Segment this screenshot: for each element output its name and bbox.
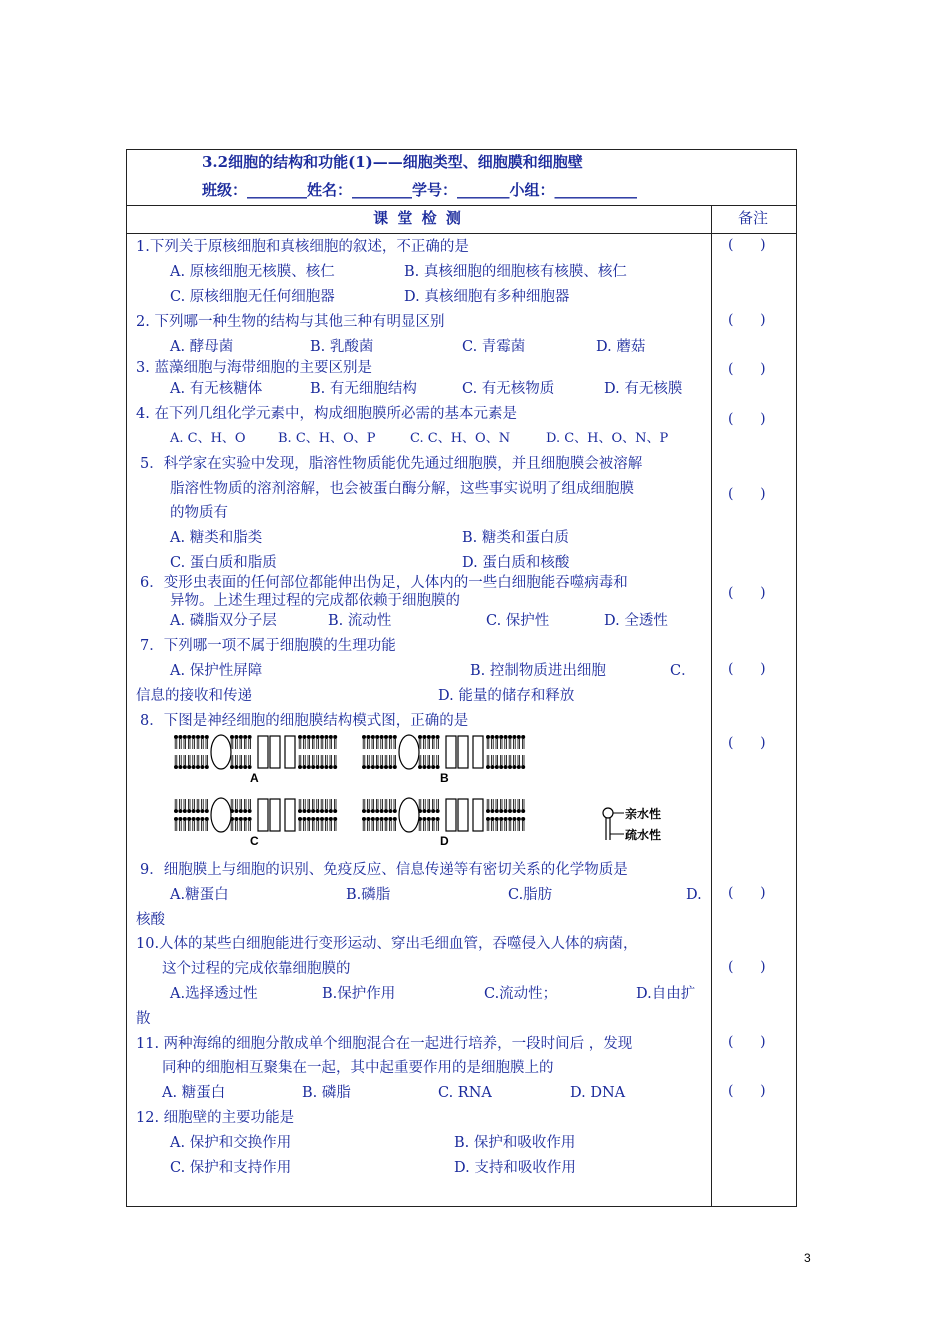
q10-stem-line2: 这个过程的完成依靠细胞膜的 bbox=[162, 961, 351, 977]
q3-option-b: B. 有无细胞结构 bbox=[310, 381, 417, 397]
q12-option-c: C. 保护和支持作用 bbox=[170, 1160, 292, 1176]
q9-option-d-letter: D. bbox=[686, 887, 702, 903]
membrane-diagram-b bbox=[362, 734, 528, 770]
answer-blank-q4[interactable]: ( ) bbox=[728, 411, 766, 427]
answer-blank-q3[interactable]: ( ) bbox=[728, 361, 766, 377]
q3-option-d: D. 有无核膜 bbox=[604, 381, 683, 397]
q1-option-c: C. 原核细胞无任何细胞器 bbox=[170, 289, 335, 305]
column-header-divider bbox=[127, 233, 796, 234]
q11-option-c: C. RNA bbox=[438, 1085, 492, 1101]
q11-option-a: A. 糖蛋白 bbox=[162, 1085, 226, 1101]
answer-blank-q10[interactable]: ( ) bbox=[728, 959, 766, 975]
answer-blank-q5[interactable]: ( ) bbox=[728, 486, 766, 502]
q10-stem-line1: 10.人体的某些白细胞能进行变形运动、穿出毛细血管，吞噬侵入人体的病菌， bbox=[136, 936, 638, 952]
q2-option-d: D. 蘑菇 bbox=[596, 339, 646, 355]
answer-blank-q7[interactable]: ( ) bbox=[728, 661, 766, 677]
q10-option-c: C.流动性； bbox=[484, 986, 558, 1002]
page-title: 3.2细胞的结构和功能(1)——细胞类型、细胞膜和细胞壁 bbox=[202, 153, 583, 171]
student-info-fields: 班级：________姓名：________学号：_______小组：___________ bbox=[202, 181, 638, 199]
q9-option-c: C.脂肪 bbox=[508, 887, 553, 903]
q11-stem-line2: 同种的细胞相互聚集在一起，其中起重要作用的是细胞膜上的 bbox=[162, 1060, 554, 1076]
q4-option-b: B. C、H、O、P bbox=[278, 431, 376, 446]
q1-option-d: D. 真核细胞有多种细胞器 bbox=[404, 289, 570, 305]
q9-option-b: B.磷脂 bbox=[346, 887, 391, 903]
q3-option-c: C. 有无核物质 bbox=[462, 381, 555, 397]
q2-stem: 2. 下列哪一种生物的结构与其他三种有明显区别 bbox=[136, 314, 445, 330]
phospholipid-legend-icon bbox=[600, 806, 624, 846]
membrane-label-a: A bbox=[250, 771, 259, 785]
q10-option-d-start: D.自由扩 bbox=[636, 986, 696, 1002]
q3-option-a: A. 有无核糖体 bbox=[170, 381, 263, 397]
q10-option-d-end: 散 bbox=[136, 1011, 151, 1027]
q7-stem: 7．下列哪一项不属于细胞膜的生理功能 bbox=[140, 638, 396, 654]
answer-blank-q2[interactable]: ( ) bbox=[728, 312, 766, 328]
answer-blank-q6[interactable]: ( ) bbox=[728, 585, 766, 601]
membrane-label-c: C bbox=[250, 834, 259, 848]
q7-option-b: B. 控制物质进出细胞 bbox=[470, 663, 606, 679]
legend-hydrophilic: 亲水性 bbox=[625, 807, 662, 821]
q7-option-a: A. 保护性屏障 bbox=[170, 663, 263, 679]
q6-stem-line1: 6．变形虫表面的任何部位都能伸出伪足，人体内的一些白细胞能吞噬病毒和 bbox=[140, 575, 628, 591]
q4-stem: 4. 在下列几组化学元素中，构成细胞膜所必需的基本元素是 bbox=[136, 406, 517, 422]
answer-blank-q1[interactable]: ( ) bbox=[728, 237, 766, 253]
q12-option-b: B. 保护和吸收作用 bbox=[454, 1135, 576, 1151]
q1-option-b: B. 真核细胞的细胞核有核膜、核仁 bbox=[404, 264, 627, 280]
answer-blank-q9[interactable]: ( ) bbox=[728, 885, 766, 901]
q3-stem: 3. 蓝藻细胞与海带细胞的主要区别是 bbox=[136, 360, 372, 376]
q6-option-b: B. 流动性 bbox=[328, 613, 392, 629]
q5-option-d: D. 蛋白质和核酸 bbox=[462, 555, 570, 571]
membrane-diagram-a bbox=[174, 734, 340, 770]
q10-option-b: B.保护作用 bbox=[322, 986, 396, 1002]
q6-option-d: D. 全透性 bbox=[604, 613, 668, 629]
legend-hydrophobic: 疏水性 bbox=[625, 828, 662, 842]
note-column-divider bbox=[711, 205, 712, 1206]
q1-option-a: A. 原核细胞无核膜、核仁 bbox=[170, 264, 335, 280]
q1-stem: 1.下列关于原核细胞和真核细胞的叙述，不正确的是 bbox=[136, 239, 469, 255]
q8-stem: 8．下图是神经细胞的细胞膜结构模式图，正确的是 bbox=[140, 713, 469, 729]
q5-stem-line2: 脂溶性物质的溶剂溶解，也会被蛋白酶分解，这些事实说明了组成细胞膜 bbox=[170, 481, 634, 497]
q12-option-d: D. 支持和吸收作用 bbox=[454, 1160, 576, 1176]
q11-option-b: B. 磷脂 bbox=[302, 1085, 351, 1101]
q6-stem-line2: 异物。上述生理过程的完成都依赖于细胞膜的 bbox=[170, 593, 460, 609]
membrane-diagram-d bbox=[362, 797, 528, 833]
answer-blank-q8[interactable]: ( ) bbox=[728, 735, 766, 751]
q7-option-c-letter: C． bbox=[670, 663, 696, 679]
page-number: 3 bbox=[804, 1251, 811, 1265]
column-header-note: 备注 bbox=[737, 209, 768, 227]
q11-option-d: D. DNA bbox=[570, 1085, 626, 1101]
header-divider bbox=[127, 205, 796, 206]
q6-option-c: C. 保护性 bbox=[486, 613, 550, 629]
q2-option-a: A. 酵母菌 bbox=[170, 339, 234, 355]
answer-blank-q11[interactable]: ( ) bbox=[728, 1034, 766, 1050]
q2-option-b: B. 乳酸菌 bbox=[310, 339, 374, 355]
q2-option-c: C. 青霉菌 bbox=[462, 339, 526, 355]
answer-blank-q12[interactable]: ( ) bbox=[728, 1083, 766, 1099]
membrane-label-d: D bbox=[440, 834, 449, 848]
q5-stem-line3: 的物质有 bbox=[170, 505, 228, 521]
q4-option-a: A. C、H、O bbox=[170, 431, 246, 446]
q9-option-a: A.糖蛋白 bbox=[170, 887, 229, 903]
q12-stem: 12. 细胞壁的主要功能是 bbox=[136, 1110, 295, 1126]
q5-stem-line1: 5．科学家在实验中发现，脂溶性物质能优先通过细胞膜，并且细胞膜会被溶解 bbox=[140, 456, 643, 472]
q4-option-c: C. C、H、O、N bbox=[410, 431, 511, 446]
q6-option-a: A. 磷脂双分子层 bbox=[170, 613, 277, 629]
q5-option-a: A. 糖类和脂类 bbox=[170, 530, 263, 546]
q4-option-d: D. C、H、O、N、P bbox=[546, 431, 669, 446]
membrane-diagram-c bbox=[174, 797, 340, 833]
q9-stem: 9．细胞膜上与细胞的识别、免疫反应、信息传递等有密切关系的化学物质是 bbox=[140, 862, 628, 878]
q11-stem-line1: 11. 两种海绵的细胞分散成单个细胞混合在一起进行培养，一段时间后 ，发现 bbox=[136, 1036, 633, 1052]
q10-option-a: A.选择透过性 bbox=[170, 986, 258, 1002]
membrane-label-b: B bbox=[440, 771, 449, 785]
q5-option-b: B. 糖类和蛋白质 bbox=[462, 530, 569, 546]
q9-option-d-text: 核酸 bbox=[136, 912, 165, 928]
q7-option-c-text: 信息的接收和传递 bbox=[136, 688, 252, 704]
q7-option-d: D. 能量的储存和释放 bbox=[438, 688, 575, 704]
column-header-main: 课 堂 检 测 bbox=[373, 209, 463, 227]
q12-option-a: A. 保护和交换作用 bbox=[170, 1135, 292, 1151]
q5-option-c: C. 蛋白质和脂质 bbox=[170, 555, 277, 571]
